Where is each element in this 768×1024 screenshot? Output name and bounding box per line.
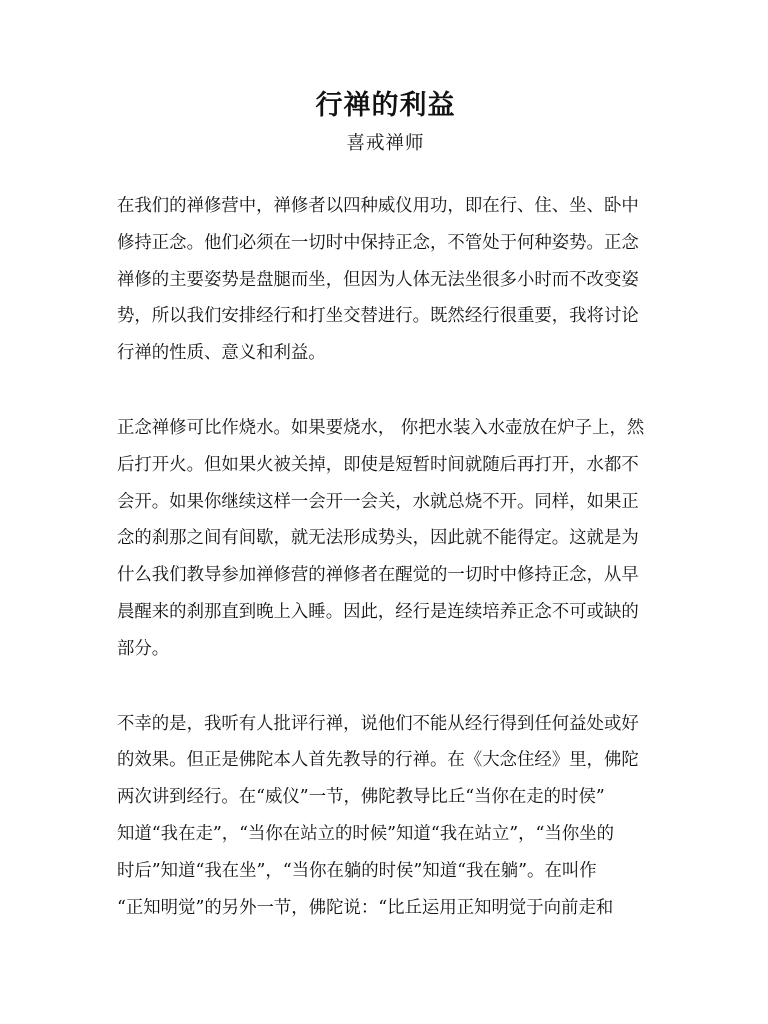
text-line: 正念禅修可比作烧水。如果要烧水， 你把水装入水壶放在炉子上，然: [117, 417, 645, 438]
text-line: 部分。: [117, 638, 170, 659]
text-line: 势，所以我们安排经行和打坐交替进行。既然经行很重要，我将讨论: [117, 306, 639, 327]
text-line: 时后”知道“我在坐”，“当你在躺的时侯”知道“我在躺”。在叫作: [117, 860, 597, 881]
document-body: [117, 188, 654, 926]
text-line: 在我们的禅修营中，禅修者以四种威仪用功，即在行、住、坐、卧中: [117, 196, 639, 216]
text-line: 行禅的性质、意义和利益。: [117, 343, 326, 364]
paragraph-3: [117, 706, 654, 927]
text-line: 修持正念。他们必须在一切时中保持正念，不管处于何种姿势。正念: [117, 232, 639, 253]
text-line: “正知明觉”的另外一节，佛陀说：“比丘运用正知明觉于向前走和: [117, 897, 614, 918]
text-line: 禅修的主要姿势是盘腿而坐，但因为人体无法坐很多小时而不改变姿: [117, 269, 639, 290]
document-author: 喜戒禅师: [346, 133, 425, 154]
text-line: 两次讲到经行。在“威仪”一节，佛陀教导比丘“当你在走的时侯”: [117, 787, 605, 808]
text-line: 的效果。但正是佛陀本人首先教导的行禅。在《大念住经》里，佛陀: [117, 750, 639, 771]
document-title: 行禅的利益: [315, 90, 456, 121]
text-line: 晨醒来的刹那直到晚上入睡。因此，经行是连续培养正念不可或缺的: [117, 601, 639, 622]
text-line: 念的刹那之间有间歇，就无法形成势头，因此就不能得定。这就是为: [117, 528, 639, 549]
paragraph-1: [117, 188, 654, 372]
text-line: 会开。如果你继续这样一会开一会关，水就总烧不开。同样，如果正: [117, 491, 639, 512]
text-line: 知道“我在走”，“当你在站立的时候”知道“我在站立”，“当你坐的: [117, 823, 615, 844]
text-line: 不幸的是，我听有人批评行禅，说他们不能从经行得到任何益处或好: [117, 713, 639, 734]
paragraph-2: [117, 410, 654, 668]
text-line: 什么我们教导参加禅修营的禅修者在醒觉的一切时中修持正念，从早: [117, 565, 639, 586]
text-line: 后打开火。但如果火被关掉，即使是短暂时间就随后再打开，水都不: [117, 454, 639, 475]
